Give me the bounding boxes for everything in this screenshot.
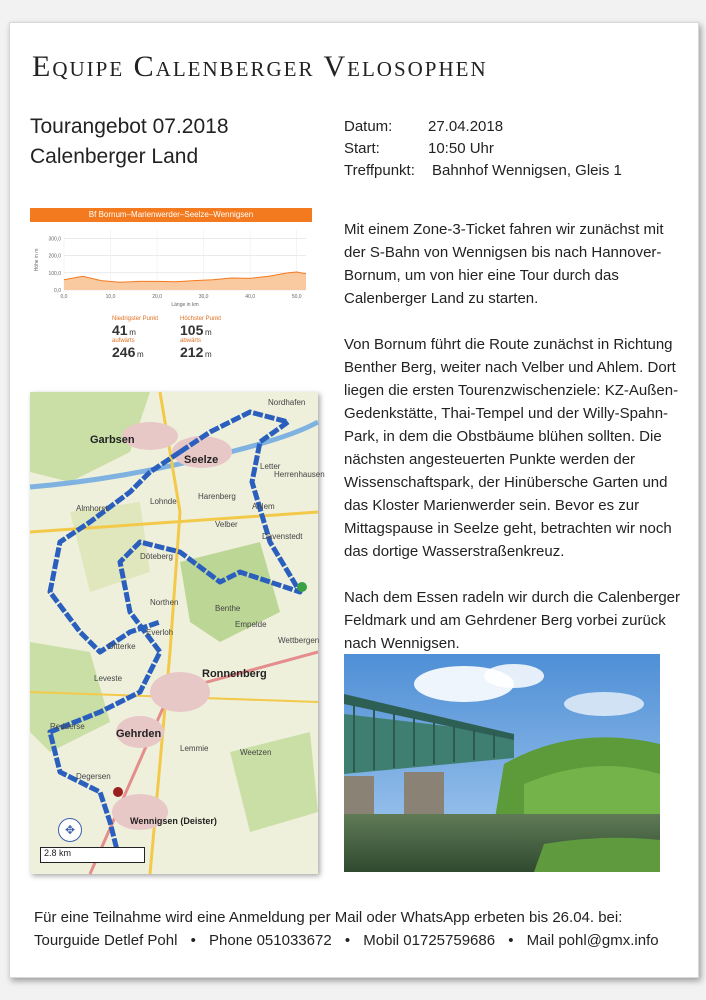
stat-min-unit: m: [129, 328, 136, 337]
profile-chart: [30, 222, 312, 312]
map-label-everloh: Everloh: [146, 628, 174, 637]
stat-min-label: Niedrigster Punkt: [112, 316, 159, 322]
aqueduct-photo-image: [344, 654, 660, 872]
meeting-value: Bahnhof Wennigsen, Gleis 1: [432, 162, 622, 179]
stat-max-value: 105: [180, 322, 204, 338]
map-label-gehrden: Gehrden: [116, 728, 162, 740]
map-label-redderse: Redderse: [50, 722, 85, 731]
map-label-wennigsen: Wennigsen (Deister): [130, 816, 217, 826]
y-tick-label: 200,0: [48, 253, 61, 260]
map-label-letter: Letter: [260, 462, 281, 471]
map-label-empelde: Empelde: [235, 620, 267, 629]
stat-down-label: abwärts: [180, 338, 202, 344]
start-label: Start:: [344, 140, 380, 157]
footer-contact: [34, 906, 659, 952]
map-label-wettbergen: Wettbergen: [278, 636, 320, 645]
x-tick-label: 40,0: [245, 294, 256, 300]
y-axis-label: Höhe in m: [34, 248, 40, 272]
stat-min: [112, 316, 158, 338]
map-label-ditterke: Ditterke: [108, 642, 136, 651]
tour-meta: [344, 116, 622, 182]
registration-note: Für eine Teilnahme wird eine Anmeldung per Mail oder WhatsApp erbeten bis 26.04. bei:: [34, 909, 623, 926]
stat-up-label: aufwärts: [112, 338, 135, 344]
y-tick-label: 0,0: [54, 288, 61, 294]
mobile-number: Mobil 01725759686: [363, 932, 496, 949]
profile-title: Bf Bornum–Marienwerder–Seelze–Wennigsen: [30, 208, 312, 222]
y-tick-label: 100,0: [48, 270, 61, 277]
bullet-separator: •: [508, 932, 514, 949]
phone-number: Phone 051033672: [209, 932, 332, 949]
description-paragraph-3: Nach dem Essen radeln wir durch die Calenberger Feldmark und am Gehrdener Berg vorbei zurück nach Wennigsen.: [344, 589, 681, 652]
map-label-leveste: Leveste: [94, 674, 123, 683]
x-tick-label: 0,0: [60, 294, 68, 300]
map-label-doeteberg: Döteberg: [140, 552, 173, 561]
stat-down-value: 212: [180, 344, 204, 360]
compass-icon[interactable]: ✥: [58, 818, 82, 842]
description-paragraph-2: Von Bornum führt die Route zunächst in Richtung Benther Berg, weiter nach Velber und Ahlem. Dort liegen die ersten Tourenzwischenziele: KZ-Außen-Gedenkstätte, Thai-Tempel und der Willy-Spahn-Park, in dem die Obstbäume blühen sollten. Die nächsten angesteuerten Punkte werden der Wissenschaftspark, der Hinübersche Garten und das Kloster Marienwerder sein. Bevor es zur Mittagspause in Seelze geht, betrachten wir noch das dortige Wasserstraßenkreuz.: [344, 336, 679, 560]
y-tick-label: 300,0: [48, 236, 61, 243]
tour-number: Tourangebot 07.2018: [30, 115, 229, 138]
stat-up-unit: m: [137, 350, 144, 359]
bullet-separator: •: [344, 932, 351, 949]
x-axis-label: Länge in km: [171, 302, 199, 308]
aqueduct-photo: [344, 654, 660, 872]
map-label-ronnenberg: Ronnenberg: [202, 668, 267, 680]
stat-max-label: Höchster Punkt: [180, 316, 222, 322]
tour-region: Calenberger Land: [30, 145, 199, 168]
map-label-ahlem: Ahlem: [252, 502, 275, 511]
stat-max-unit: m: [205, 328, 212, 337]
map-label-velber: Velber: [215, 520, 238, 529]
elevation-profile: [30, 208, 312, 368]
map-label-nordhafen: Nordhafen: [268, 398, 306, 407]
email-link[interactable]: Mail pohl@gmx.info: [526, 932, 659, 949]
map-label-harenberg: Harenberg: [198, 492, 236, 501]
stat-up: [112, 338, 144, 360]
meeting-label: Treffpunkt:: [344, 162, 415, 179]
stat-down: [180, 338, 212, 360]
map-label-lohnde: Lohnde: [150, 497, 177, 506]
meta-date: [344, 116, 622, 138]
x-tick-label: 20,0: [152, 294, 162, 300]
map-label-garbsen: Garbsen: [90, 434, 135, 446]
contact-line: [34, 929, 659, 952]
stat-down-unit: m: [205, 350, 212, 359]
map-label-weetzen: Weetzen: [240, 748, 272, 757]
map-label-seelze: Seelze: [184, 454, 219, 466]
x-tick-label: 10,0: [105, 294, 116, 300]
tour-description: [344, 218, 684, 678]
map-label-degersen: Degersen: [76, 772, 111, 781]
date-value: 27.04.2018: [428, 118, 504, 135]
x-tick-label: 50,0: [291, 294, 302, 300]
route-map: [30, 392, 325, 874]
x-tick-label: 30,0: [198, 294, 209, 300]
bullet-separator: •: [190, 932, 196, 949]
stat-up-value: 246: [112, 344, 136, 360]
guide-name: Tourguide Detlef Pohl: [34, 932, 178, 949]
meta-meeting-point: [344, 160, 622, 182]
map-label-benthe: Benthe: [215, 604, 241, 613]
date-label: Datum:: [344, 118, 393, 135]
tour-heading: [30, 112, 229, 172]
map-scale: 2.8 km: [40, 847, 145, 863]
map-label-herrenhausen: Herrenhausen: [274, 470, 325, 479]
map-label-davenstedt: Davenstedt: [262, 532, 303, 541]
meta-start: [344, 138, 622, 160]
page-title: Equipe Calenberger Velosophen: [32, 50, 488, 83]
stat-max: [180, 316, 221, 338]
map-label-almhorst: Almhorst: [76, 504, 108, 513]
map-label-lemmie: Lemmie: [180, 744, 209, 753]
description-paragraph-1: Mit einem Zone-3-Ticket fahren wir zunächst mit der S-Bahn von Wennigsen bis nach Hannover-Bornum, um von hier eine Tour durch das Calenberger Land zu starten.: [344, 221, 664, 307]
map-label-northen: Northen: [150, 598, 179, 607]
start-value: 10:50 Uhr: [428, 140, 494, 157]
stat-min-value: 41: [112, 322, 128, 338]
